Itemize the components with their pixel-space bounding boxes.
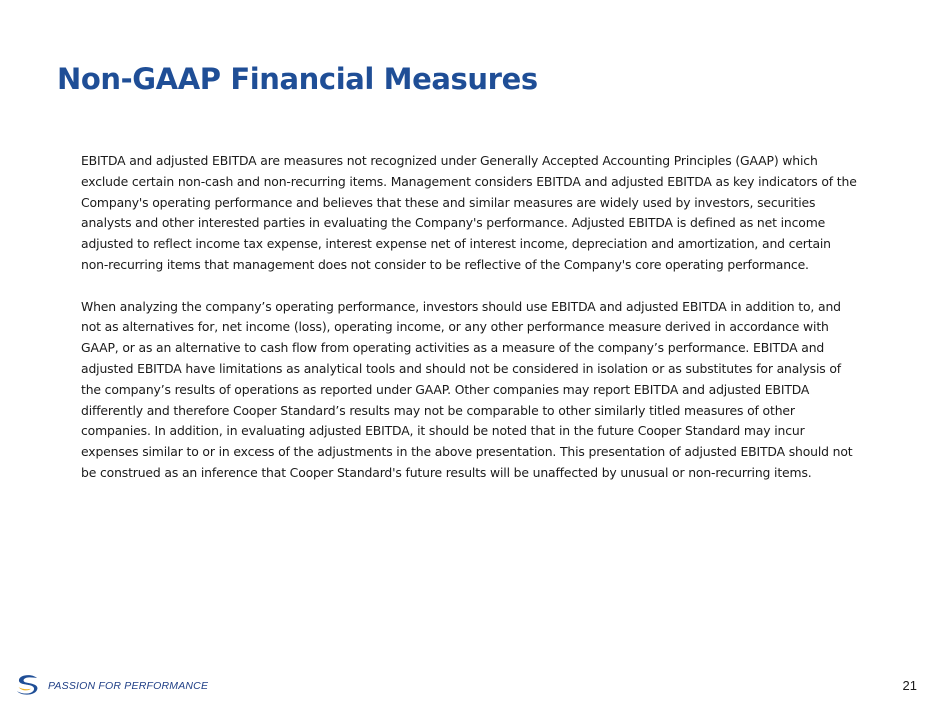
paragraph-ebitda-definition: EBITDA and adjusted EBITDA are measures not recognized under Generally Accepted Accounting Principles (GAAP) which exclude certain non-cash and non-recurring items. Management considers EBITDA and adjusted EBITDA as key indicators of the Company's operating performance and believes that these and similar measures are widely used by investors, securities analysts and other interested parties in evaluating the Company's performance. Adjusted EBITDA is defined as net income adjusted to reflect income tax expense, interest expense net of interest income, depreciation and amortization, and certain non-recurring items that management does not consider to be reflective of the Company's core operating performance. xyxy=(81,153,857,272)
cooper-standard-logo-icon xyxy=(15,674,41,696)
footer xyxy=(0,668,940,705)
page-title: Non-GAAP Financial Measures xyxy=(57,62,538,96)
paragraph-ebitda-limitations: When analyzing the company’s operating performance, investors should use EBITDA and adjusted EBITDA in addition to, and not as alternatives for, net income (loss), operating income, or any other performance measure derived in accordance with GAAP, or as an alternative to cash flow from operating activities as a measure of the company’s performance. EBITDA and adjusted EBITDA have limitations as analytical tools and should not be considered in isolation or as substitutes for analysis of the company’s results of operations as reported under GAAP. Other companies may report EBITDA and adjusted EBITDA differently and therefore Cooper Standard’s results may not be comparable to other similarly titled measures of other companies. In addition, in evaluating adjusted EBITDA, it should be noted that in the future Cooper Standard may incur expenses similar to or in excess of the adjustments in the above presentation. This presentation of adjusted EBITDA should not be construed as an inference that Cooper Standard's future results will be unaffected by unusual or non-recurring items. xyxy=(81,298,853,480)
body-text xyxy=(81,151,861,484)
page-number: 21 xyxy=(902,678,917,693)
footer-tagline: PASSION FOR PERFORMANCE xyxy=(48,680,209,692)
